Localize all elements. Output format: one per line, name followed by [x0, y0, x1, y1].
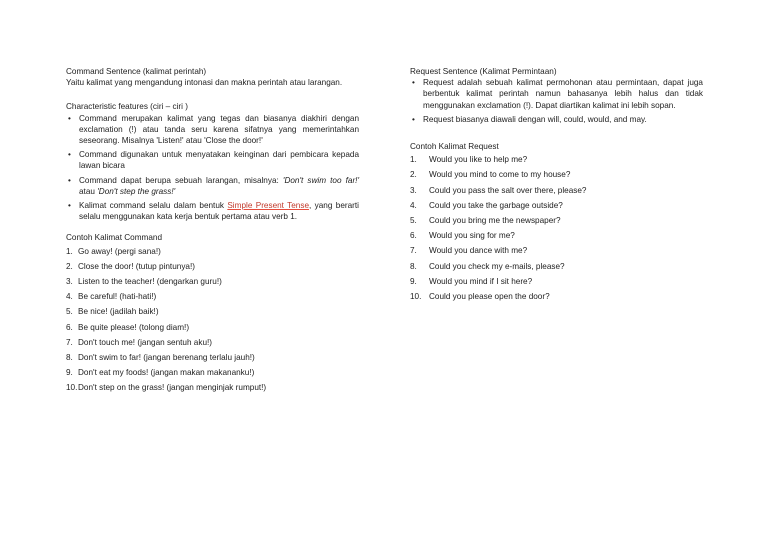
list-item: 10. Could you please open the door? [410, 291, 550, 301]
request-examples-list [410, 152, 703, 304]
list-item: 1. Go away! (pergi sana!) [66, 246, 161, 256]
list-item: 5. Could you bring me the newspaper? [410, 215, 561, 225]
request-title: Request Sentence (Kalimat Permintaan) [410, 67, 557, 76]
feature-item: • Command merupakan kalimat yang tegas dan biasanya diakhiri dengan exclamation (!) atau tanda seru karena sifatnya yang memerintahkan seseorang. Misalnya 'Listen!' atau 'Close the door!' [66, 113, 359, 147]
command-title: Command Sentence (kalimat perintah) [66, 67, 207, 76]
list-item: 8. Don't swim to far! (jangan berenang terlalu jauh!) [66, 352, 255, 362]
list-item: 6. Be quite please! (tolong diam!) [66, 322, 190, 332]
list-item: 5. Be nice! (jadilah baik!) [66, 307, 159, 317]
list-item: 7. Would you dance with me? [410, 246, 528, 256]
list-item: 7. Don't touch me! (jangan sentuh aku!) [66, 337, 213, 347]
features-title: Characteristic features (ciri – ciri ) [66, 102, 188, 112]
request-bullet: • Request biasanya diawali dengan will, could, would, and may. [410, 114, 703, 125]
list-item: 3. Could you pass the salt over there, please? [410, 185, 587, 195]
list-item: 8. Could you check my e-mails, please? [410, 261, 565, 271]
feature-item: • Command digunakan untuk menyatakan keinginan dari pembicara kepada lawan bicara [66, 149, 359, 171]
list-item: 1. Would you like to help me? [410, 155, 528, 165]
list-item: 9. Would you mind if I sit here? [410, 276, 533, 286]
command-examples-title: Contoh Kalimat Command [66, 233, 163, 243]
request-bullets [410, 77, 703, 125]
command-examples-list [66, 244, 359, 396]
features-list [66, 113, 359, 223]
simple-present-tense-link[interactable]: Simple Present Tense [227, 201, 310, 211]
list-item: 9. Don't eat my foods! (jangan makan makananku!) [66, 368, 255, 378]
command-section [66, 66, 359, 396]
request-examples-title: Contoh Kalimat Request [410, 142, 499, 152]
list-item: 4. Could you take the garbage outside? [410, 200, 563, 210]
request-section [410, 66, 703, 304]
list-item: 2. Would you mind to come to my house? [410, 170, 571, 180]
feature-item: • Command dapat berupa sebuah larangan, misalnya: 'Don't swim too far!' atau 'Don't step the grass!' [66, 175, 359, 197]
list-item: 2. Close the door! (tutup pintunya!) [66, 261, 195, 271]
feature-item: • Kalimat command selalu dalam bentuk Simple Present Tense, yang berarti selalu menggunakan kata kerja bentuk pertama atau verb 1. [66, 200, 359, 222]
list-item: 4. Be careful! (hati-hati!) [66, 292, 157, 302]
list-item: 10. Don't step on the grass! (jangan menginjak rumput!) [66, 383, 267, 393]
list-item: 3. Listen to the teacher! (dengarkan guru!) [66, 277, 222, 287]
list-item: 6. Would you sing for me? [410, 231, 515, 241]
command-intro: Yaitu kalimat yang mengandung intonasi dan makna perintah atau larangan. [66, 78, 343, 88]
request-bullet: • Request adalah sebuah kalimat permohonan atau permintaan, dapat juga berbentuk kalimat perintah namun bahasanya lebih halus dan tidak menggunakan exclamation (!). Dapat diartikan kalimat ini lebih sopan. [410, 77, 703, 111]
